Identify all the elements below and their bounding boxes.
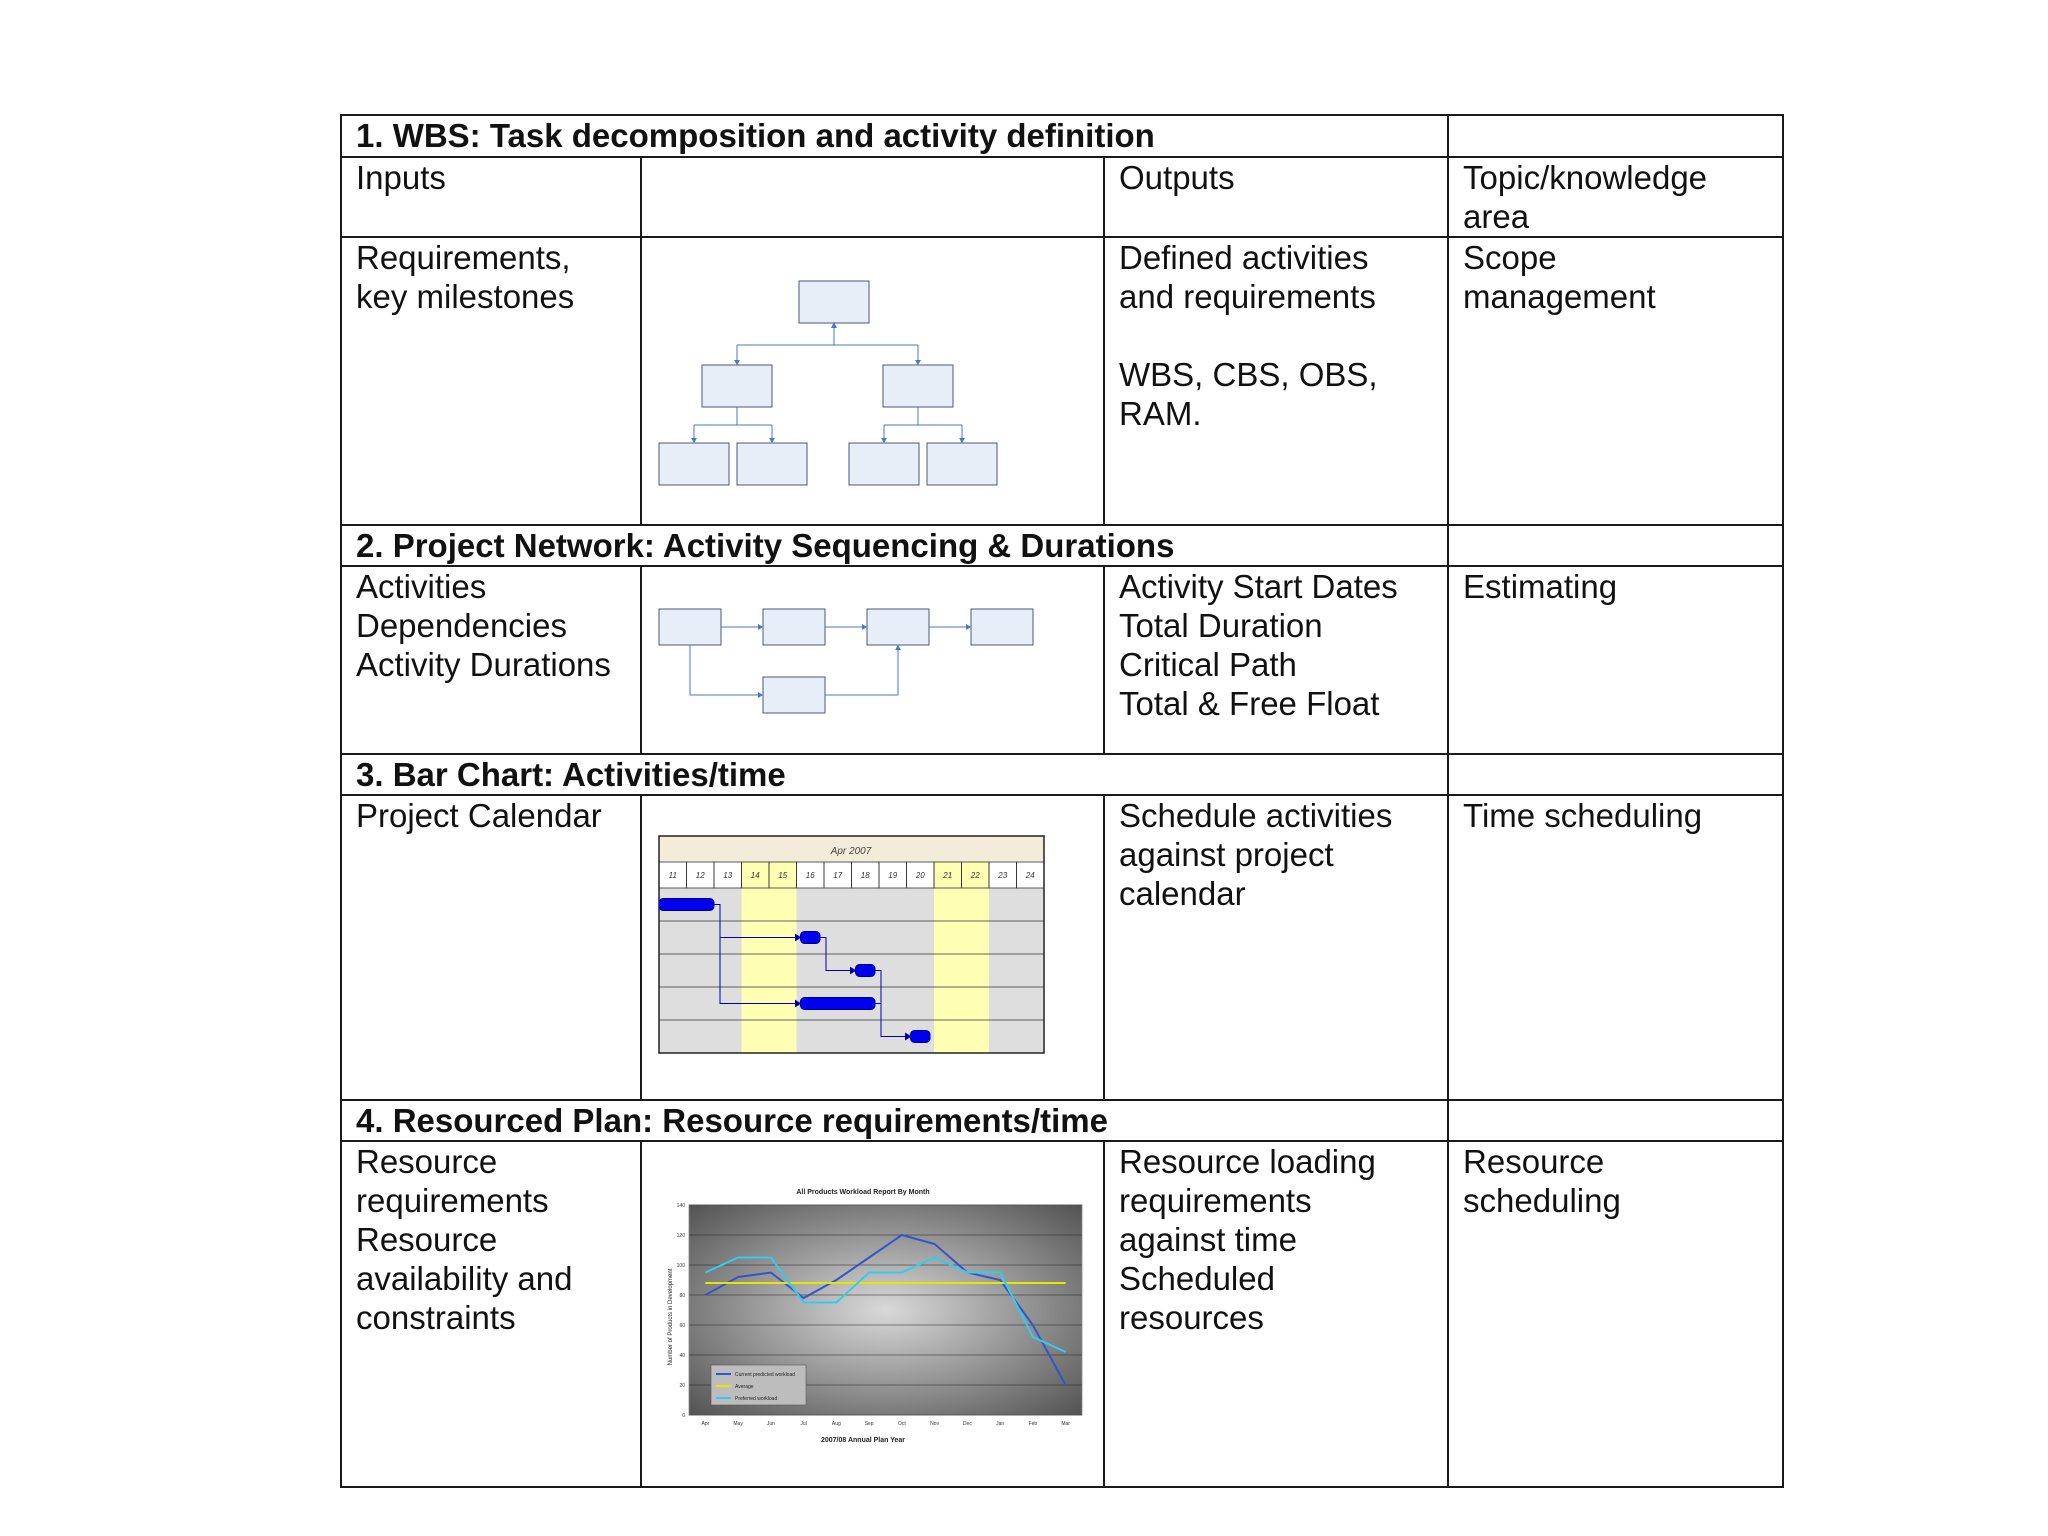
x-tick-label: May (733, 1421, 743, 1427)
inputs-cell: Activities Dependencies Activity Durations (341, 566, 641, 754)
section-1-content-row (341, 237, 1783, 525)
gantt-weekend-column (769, 862, 797, 1053)
gantt-day-label: 14 (750, 871, 760, 880)
empty-cell (1448, 1100, 1783, 1141)
section-title: 1. WBS: Task decomposition and activity definition (341, 115, 1448, 157)
empty-cell (1448, 525, 1783, 566)
x-tick-label: Nov (930, 1421, 940, 1427)
inputs-header: Inputs (341, 157, 641, 237)
chart-y-label: Number of Products in Development (668, 1268, 674, 1366)
gantt-day-label: 24 (1025, 871, 1035, 880)
gantt-day-label: 22 (970, 871, 980, 880)
gantt-day-label: 19 (888, 871, 898, 880)
outputs-header: Outputs (1104, 157, 1448, 237)
x-tick-label: Oct (897, 1421, 906, 1427)
x-tick-label: Apr (701, 1421, 710, 1427)
wbs-level3-box (849, 443, 919, 485)
inputs-cell: Requirements, key milestones (341, 237, 641, 525)
wbs-level3-box (927, 443, 997, 485)
y-tick-label: 40 (679, 1353, 685, 1359)
section-4-content-row (341, 1141, 1783, 1487)
empty-cell (641, 157, 1104, 237)
x-tick-label: Feb (1028, 1421, 1038, 1427)
wbs-diagram (642, 238, 1104, 525)
column-header-row (341, 157, 1783, 237)
workload-chart (642, 1142, 1104, 1487)
gantt-weekend-column (742, 862, 770, 1053)
legend-entry: Current predicted workload (735, 1372, 796, 1378)
wbs-root-box (799, 281, 869, 323)
x-tick-label: Sep (864, 1421, 874, 1427)
topic-cell: Time scheduling (1448, 795, 1783, 1100)
y-tick-label: 80 (679, 1293, 685, 1299)
outputs-cell: Schedule activities against project calendar (1104, 795, 1448, 1100)
section-4-title-row (341, 1100, 1783, 1141)
section-2-title-row (341, 525, 1783, 566)
topic-header: Topic/knowledge area (1448, 157, 1783, 237)
y-tick-label: 0 (682, 1413, 685, 1419)
x-tick-label: Jan (996, 1421, 1005, 1427)
gantt-day-label: 23 (998, 871, 1008, 880)
empty-cell (1448, 754, 1783, 795)
y-tick-label: 60 (679, 1323, 685, 1329)
network-diagram-cell (641, 566, 1104, 754)
wbs-level2-box (702, 365, 772, 407)
gantt-day-label: 21 (943, 871, 953, 880)
y-tick-label: 20 (679, 1383, 685, 1389)
gantt-task-bar (659, 899, 714, 911)
x-tick-label: Dec (962, 1421, 972, 1427)
y-tick-label: 120 (676, 1233, 685, 1239)
y-tick-label: 140 (676, 1203, 685, 1209)
gantt-day-label: 12 (695, 871, 705, 880)
activity-node-box (971, 609, 1033, 645)
outputs-cell: Activity Start Dates Total Duration Critical Path Total & Free Float (1104, 566, 1448, 754)
x-tick-label: Jun (766, 1421, 775, 1427)
wbs-level3-box (737, 443, 807, 485)
wbs-level3-box (659, 443, 729, 485)
gantt-task-bar (856, 965, 876, 977)
section-title: 3. Bar Chart: Activities/time (341, 754, 1448, 795)
gantt-day-label: 18 (860, 871, 870, 880)
gantt-day-label: 20 (915, 871, 925, 880)
topic-cell: Scope management (1448, 237, 1783, 525)
outputs-cell: Resource loading requirements against time Scheduled resources (1104, 1141, 1448, 1487)
gantt-day-label: 16 (805, 871, 815, 880)
gantt-chart-cell (641, 795, 1104, 1100)
x-tick-label: Mar (1061, 1421, 1070, 1427)
activity-node-box (867, 609, 929, 645)
inputs-cell: Resource requirements Resource availability and constraints (341, 1141, 641, 1487)
topic-cell: Estimating (1448, 566, 1783, 754)
network-diagram (642, 567, 1104, 754)
gantt-day-label: 17 (833, 871, 843, 880)
x-tick-label: Aug (831, 1421, 841, 1427)
section-3-content-row (341, 795, 1783, 1100)
gantt-day-label: 11 (668, 871, 677, 880)
empty-cell (1448, 115, 1783, 157)
gantt-month-label: Apr 2007 (830, 846, 872, 857)
activity-node-box (659, 609, 721, 645)
gantt-task-bar (801, 932, 821, 944)
topic-cell: Resource scheduling (1448, 1141, 1783, 1487)
gantt-task-bar (911, 1031, 931, 1043)
legend-entry: Average (735, 1384, 754, 1390)
inputs-cell: Project Calendar (341, 795, 641, 1100)
wbs-diagram-cell (641, 237, 1104, 525)
section-1-title-row (341, 115, 1783, 157)
chart-x-label: 2007/08 Annual Plan Year (820, 1437, 906, 1444)
gantt-day-label: 13 (723, 871, 733, 880)
gantt-weekend-column (934, 862, 962, 1053)
wbs-level2-box (883, 365, 953, 407)
activity-node-box (763, 677, 825, 713)
x-tick-label: Jul (800, 1421, 807, 1427)
gantt-task-bar (801, 998, 876, 1010)
section-title: 2. Project Network: Activity Sequencing & Durations (341, 525, 1448, 566)
y-tick-label: 100 (676, 1263, 685, 1269)
gantt-chart (642, 796, 1104, 1100)
section-3-title-row (341, 754, 1783, 795)
activity-node-box (763, 609, 825, 645)
outputs-cell: Defined activities and requirements WBS, CBS, OBS, RAM. (1104, 237, 1448, 525)
section-2-content-row (341, 566, 1783, 754)
section-title: 4. Resourced Plan: Resource requirements/time (341, 1100, 1448, 1141)
workload-chart-cell (641, 1141, 1104, 1487)
gantt-weekend-column (962, 862, 990, 1053)
gantt-day-label: 15 (778, 871, 788, 880)
legend-entry: Preferred workload (735, 1396, 778, 1402)
chart-title: All Products Workload Report By Month (796, 1189, 930, 1196)
project-planning-table (340, 114, 1784, 1488)
